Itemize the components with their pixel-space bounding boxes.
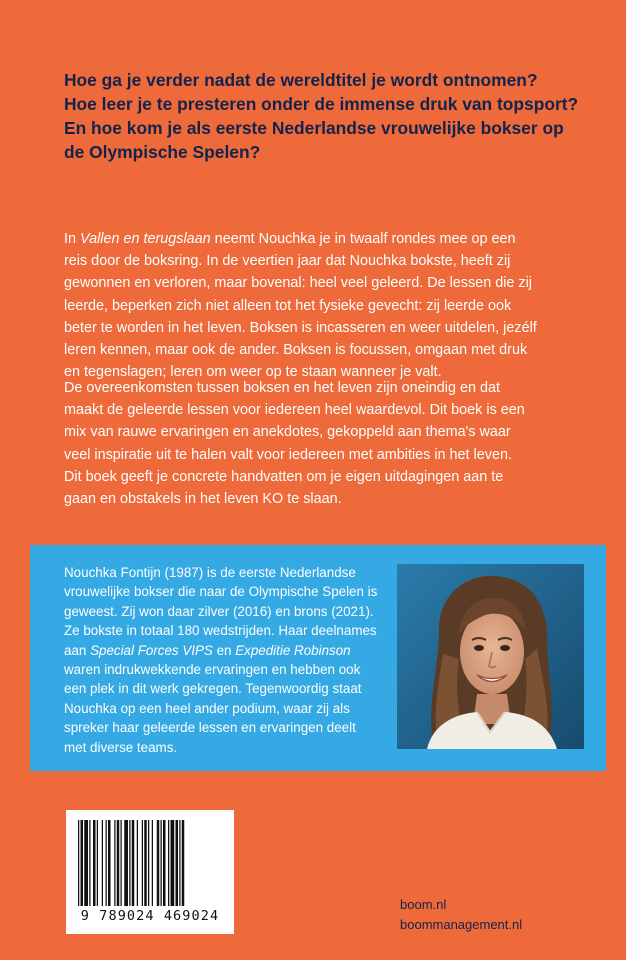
bio-line: geweest. Zij won daar zilver (2016) en brons (2021). [64, 603, 374, 619]
barcode-bar [168, 820, 169, 906]
text-fragment: In [64, 231, 80, 247]
barcode-bar [161, 820, 162, 906]
paragraph-line: Dit boek geeft je concrete handvatten om je eigen uitdagingen aan te [64, 468, 504, 485]
bio-line: Ze bokste in totaal 180 wedstrijden. Haar deelnames [64, 623, 377, 639]
bio-line: vrouwelijke bokser die naar de Olympische Spelen is [64, 584, 378, 600]
publisher-urls [400, 895, 522, 935]
barcode-bar [171, 820, 175, 906]
paragraph-line: gewonnen en verloren, maar bovenal: heel veel geleerd. De lessen die zij [64, 275, 532, 292]
paragraph-line [64, 228, 574, 250]
barcode-bar [93, 820, 96, 906]
paragraph-line: leerde, beperken zich niet alleen tot het fysieke gevecht: zij leerde ook [64, 297, 512, 314]
tv-show-title: Special Forces VIPS [90, 642, 213, 658]
bio-line: Nouchka op een heel ander podium, waar zij als [64, 700, 350, 716]
barcode-bar [144, 820, 147, 906]
barcode-bar [97, 820, 98, 906]
paragraph-line: reis door de boksring. In de veertien jaar dat Nouchka bokste, heeft zij [64, 253, 511, 270]
text-fragment: en [212, 642, 236, 658]
publisher-url: boommanagement.nl [400, 917, 523, 932]
barcode-bars [78, 820, 222, 906]
barcode-bar [108, 820, 111, 906]
barcode-bar [106, 820, 107, 906]
text-fragment: aan [64, 642, 91, 658]
barcode-bar [163, 820, 166, 906]
tv-show-title: Expeditie Robinson [235, 642, 351, 658]
question-line: Hoe ga je verder nadat de wereldtitel je wordt ontnomen? [64, 70, 538, 90]
author-bio-band [30, 545, 606, 771]
publisher-url: boom.nl [400, 897, 447, 912]
bio-line [64, 641, 384, 660]
barcode-bar [148, 820, 149, 906]
barcode-bar [142, 820, 143, 906]
question-line: Hoe leer je te presteren onder de immense druk van topsport? [64, 94, 579, 114]
isbn-number: 9 789024 469024 [80, 908, 220, 924]
question-line: En hoe kom je als eerste Nederlandse vrouwelijke bokser op [64, 118, 564, 138]
barcode-bar [132, 820, 135, 906]
bio-line: met diverse teams. [64, 739, 178, 755]
barcode-bar [81, 820, 84, 906]
barcode-bar [102, 820, 103, 906]
paragraph-line: maakt de geleerde lessen voor iedereen heel waardevol. Dit boek is een [64, 402, 525, 419]
barcode-bar [89, 820, 90, 906]
intro-questions [64, 68, 584, 164]
book-title: Vallen en terugslaan [80, 231, 211, 247]
paragraph-line: beter te worden in het leven. Boksen is incasseren en weer uitdelen, jezélf [64, 319, 537, 336]
barcode-bar [182, 820, 185, 906]
barcode-bar [117, 820, 120, 906]
paragraph-line: mix van rauwe ervaringen en anekdotes, gekoppeld aan thema's waar [64, 424, 511, 441]
paragraph-line: en tegenslagen; leren om weer op te staan wanneer je valt. [64, 364, 442, 381]
paragraph-line: De overeenkomsten tussen boksen en het leven zijn oneindig en dat [64, 380, 501, 396]
barcode-bar [129, 820, 130, 906]
barcode-bar [84, 820, 88, 906]
barcode-bar [124, 820, 128, 906]
description-paragraph-2 [64, 377, 574, 510]
barcode-bar [114, 820, 115, 906]
description-paragraph-1 [64, 228, 574, 383]
paragraph-line: gaan en obstakels in het leven KO te slaan. [64, 491, 342, 508]
bio-line: Nouchka Fontijn (1987) is de eerste Nederlandse [64, 565, 356, 580]
barcode-bar [137, 820, 138, 906]
bio-line: een plek in dit werk gekregen. Tegenwoordig staat [64, 681, 362, 697]
author-photo [397, 564, 584, 749]
barcode-bar [179, 820, 180, 906]
author-bio [64, 563, 384, 757]
barcode-bar [121, 820, 122, 906]
bio-line: waren indrukwekkende ervaringen en hebben ook [64, 662, 361, 678]
paragraph-line: leren kennen, maar ook de ander. Boksen is focussen, omgaan met druk [64, 342, 528, 359]
barcode-bar [152, 820, 153, 906]
bio-line: spreker haar geleerde lessen en ervaringen deelt [64, 720, 356, 736]
paragraph-line: veel inspiratie uit te halen valt voor iedereen met ambities in het leven. [64, 446, 512, 463]
text-fragment: neemt Nouchka je in twaalf rondes mee op een [210, 231, 516, 247]
barcode-bar [176, 820, 179, 906]
barcode-bar [157, 820, 160, 906]
barcode-bar [78, 820, 79, 906]
isbn-barcode [66, 810, 234, 934]
question-line: de Olympische Spelen? [64, 142, 261, 162]
